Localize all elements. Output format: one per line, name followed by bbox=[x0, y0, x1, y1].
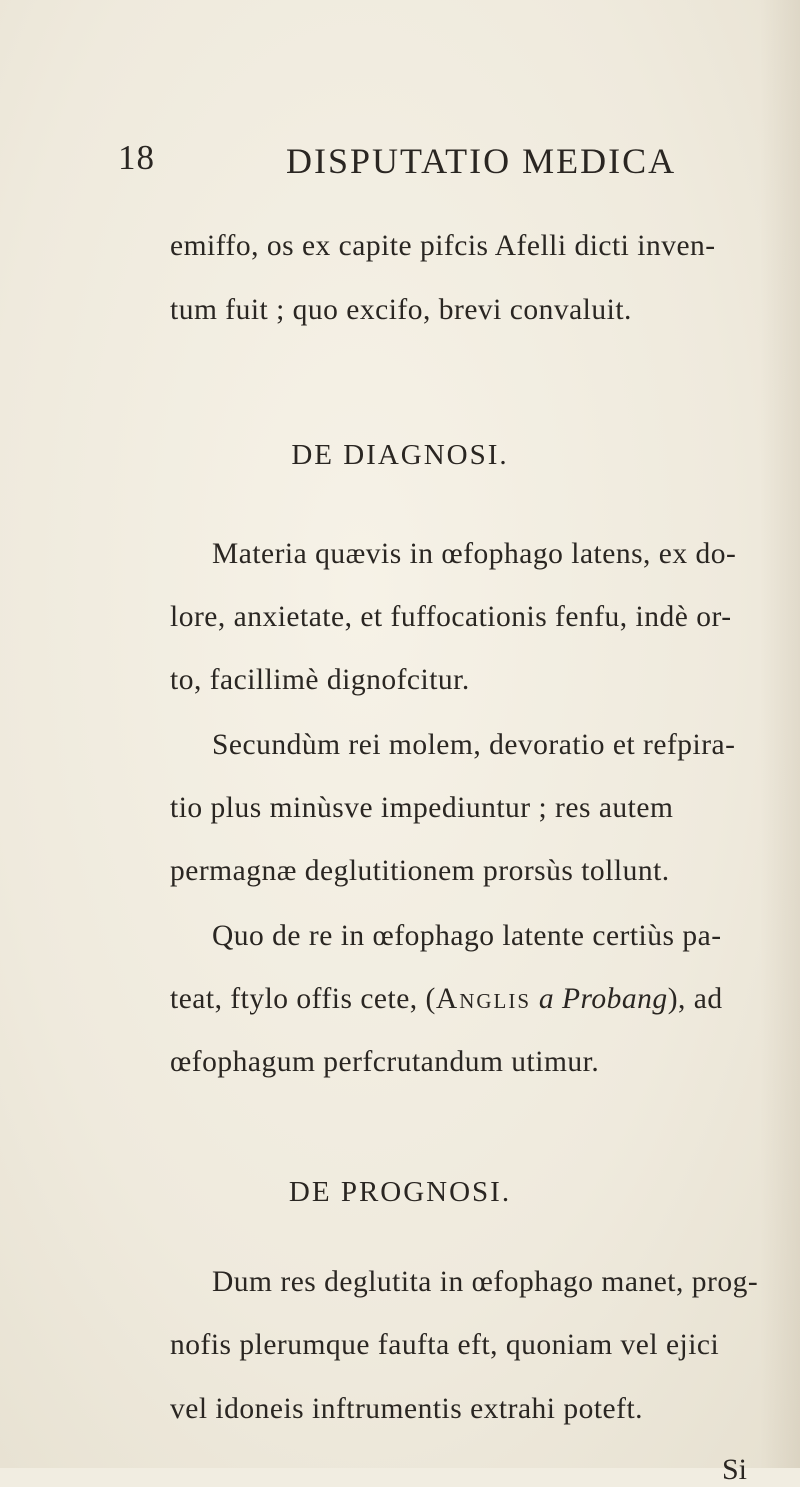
page-header bbox=[118, 138, 678, 188]
text-line: nofis plerumque faufta eft, quoniam vel ejici bbox=[170, 1329, 720, 1361]
catchword: Si bbox=[722, 1453, 748, 1486]
probang-term: Probang bbox=[562, 983, 668, 1015]
text-line: tio plus minùsve impediuntur ; res autem bbox=[170, 792, 674, 824]
italic-a: a bbox=[538, 983, 555, 1015]
text-line: lore, anxietate, et fuffocationis fenfu, indè or- bbox=[170, 601, 732, 633]
text-line: Dum res deglutita in œfophago manet, prog- bbox=[212, 1266, 759, 1298]
text-line: Materia quævis in œfophago latens, ex do- bbox=[212, 538, 737, 570]
section-heading-prognosis: DE PROGNOSI. bbox=[288, 1176, 512, 1208]
anglis-word: Anglis bbox=[435, 983, 532, 1015]
text-segment: ), ad bbox=[667, 983, 723, 1015]
text-segment: teat, ftylo offis cete, ( bbox=[170, 983, 436, 1015]
text-line: to, facillimè dignofcitur. bbox=[170, 664, 470, 696]
text-line: Secundùm rei molem, devoratio et refpira- bbox=[212, 729, 736, 761]
text-line: tum fuit ; quo excifo, brevi convaluit. bbox=[170, 294, 632, 326]
text-line: permagnæ deglutitionem prorsùs tollunt. bbox=[170, 855, 670, 887]
text-line: œfophagum perfcrutandum utimur. bbox=[170, 1046, 600, 1078]
text-line: vel idoneis inftrumentis extrahi poteft. bbox=[170, 1393, 644, 1425]
text-line: Quo de re in œfophago latente certiùs pa- bbox=[212, 920, 722, 952]
page-number: 18 bbox=[118, 138, 155, 177]
section-heading-diagnosis: DE DIAGNOSI. bbox=[291, 439, 509, 471]
running-head: DISPUTATIO MEDICA bbox=[286, 141, 677, 181]
text-line-probang bbox=[170, 985, 723, 1015]
text-line: emiffo, os ex capite pifcis Afelli dicti inven- bbox=[170, 230, 716, 262]
